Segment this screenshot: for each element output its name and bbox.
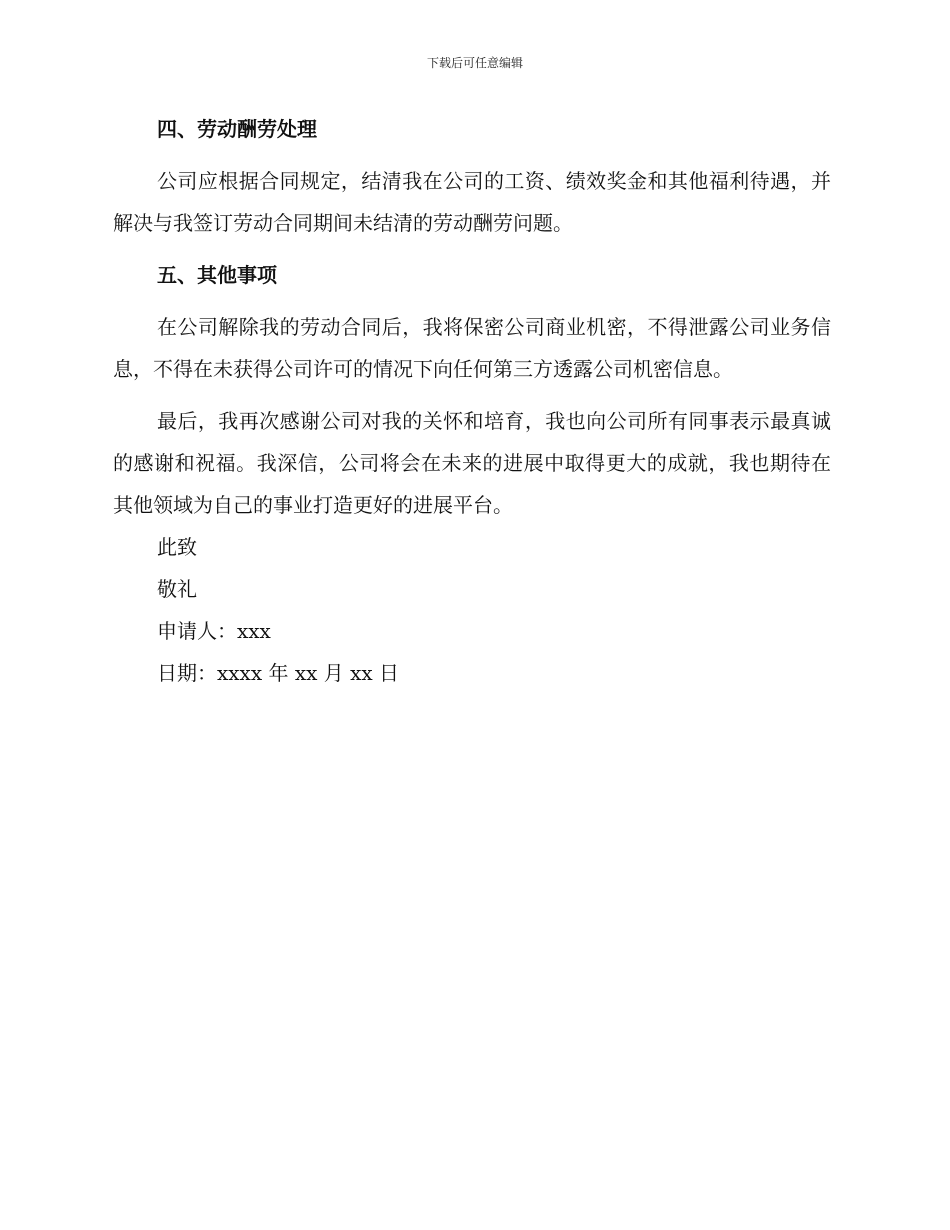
page-header-note: 下载后可任意编辑 <box>426 56 523 70</box>
section-five-paragraph: 在公司解除我的劳动合同后，我将保密公司商业机密，不得泄露公司业务信息，不得在未获得公司许可的情况下向任何第三方透露公司机密信息。 <box>113 315 831 381</box>
signoff-regards: 敬礼 <box>157 577 197 601</box>
signoff-salutation: 此致 <box>157 535 197 559</box>
applicant-line: 申请人：xxx <box>157 619 271 643</box>
closing-paragraph: 最后，我再次感谢公司对我的关怀和培育，我也向公司所有同事表示最真诚的感谢和祝福。我深信，公司将会在未来的进展中取得更大的成就，我也期待在其他领域为自己的事业打造更好的进展平台。 <box>113 409 831 517</box>
section-four-title: 四、劳动酬劳处理 <box>157 117 317 141</box>
section-four-paragraph: 公司应根据合同规定，结清我在公司的工资、绩效奖金和其他福利待遇，并解决与我签订劳动合同期间未结清的劳动酬劳问题。 <box>113 169 831 235</box>
date-line: 日期：xxxx 年 xx 月 xx 日 <box>157 661 400 685</box>
document-body <box>113 108 831 694</box>
section-five-title: 五、其他事项 <box>157 263 277 287</box>
